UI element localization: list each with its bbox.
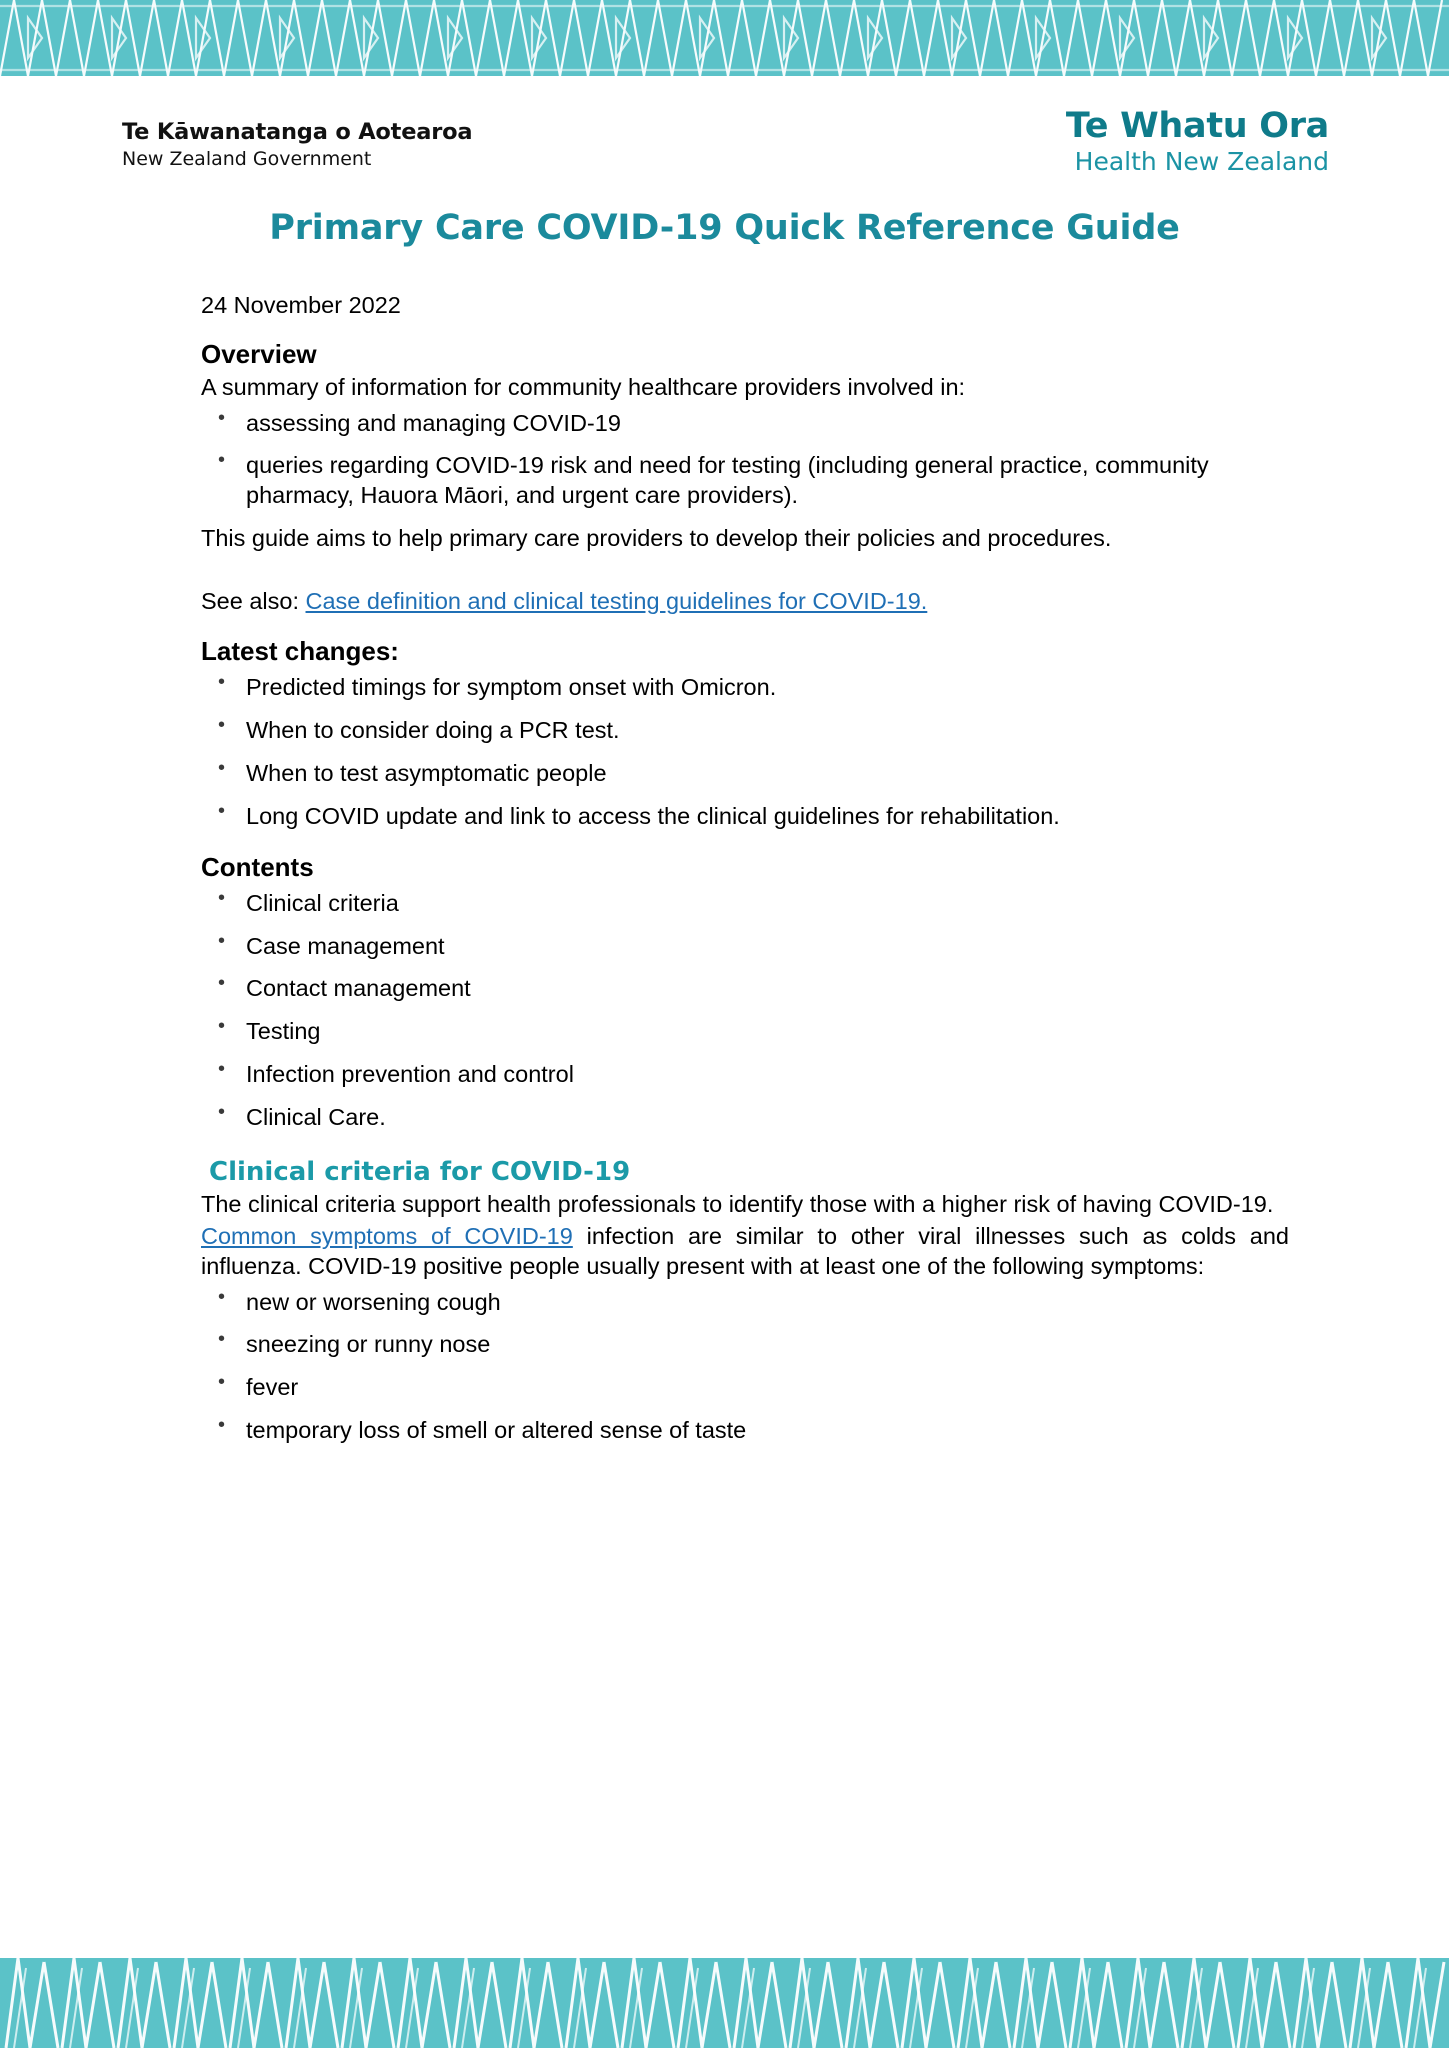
clinical-criteria-heading: Clinical criteria for COVID-19 bbox=[209, 1156, 631, 1187]
list-item: • new or worsening cough bbox=[201, 1288, 1289, 1318]
clinical-criteria-paragraph-2 bbox=[201, 1222, 1289, 1281]
top-decorative-banner bbox=[0, 0, 1449, 76]
document-body bbox=[160, 292, 1289, 1446]
list-item: • Clinical criteria bbox=[201, 889, 1289, 919]
document-page bbox=[0, 76, 1449, 1459]
list-item: • queries regarding COVID-19 risk and need for testing (including general practice, community pharmacy, Hauora Māori, and urgent care providers). bbox=[201, 451, 1289, 511]
see-also-prefix: See also: bbox=[201, 587, 306, 614]
govt-logo-line1: Te Kāwanatanga o Aotearoa bbox=[122, 119, 473, 145]
case-definition-link[interactable]: Case definition and clinical testing guidelines for COVID-19. bbox=[305, 587, 928, 614]
bottom-decorative-banner bbox=[0, 1958, 1449, 2048]
list-item: • temporary loss of smell or altered sense of taste bbox=[201, 1416, 1289, 1446]
nz-government-logo bbox=[122, 118, 472, 172]
te-whatu-ora-logo bbox=[1066, 106, 1329, 176]
brand-logo-line1: Te Whatu Ora bbox=[1065, 106, 1329, 146]
document-date: 24 November 2022 bbox=[201, 292, 401, 318]
common-symptoms-link[interactable]: Common symptoms of COVID-19 bbox=[201, 1223, 573, 1250]
list-item: • Testing bbox=[201, 1017, 1289, 1047]
overview-heading: Overview bbox=[201, 339, 317, 369]
overview-closing: This guide aims to help primary care providers to develop their policies and procedures. bbox=[201, 525, 1112, 552]
govt-logo-line2: New Zealand Government bbox=[122, 148, 372, 171]
spacer bbox=[201, 554, 1289, 584]
clinical-criteria-paragraph-1: The clinical criteria support health professionals to identify those with a higher risk of having COVID-19. bbox=[201, 1190, 1274, 1217]
list-item: • When to consider doing a PCR test. bbox=[201, 716, 1289, 746]
list-item: • fever bbox=[201, 1373, 1289, 1403]
symptoms-list bbox=[201, 1288, 1289, 1446]
brand-logo-line2: Health New Zealand bbox=[1074, 147, 1329, 176]
contents-list bbox=[201, 889, 1289, 1133]
list-item: • Contact management bbox=[201, 974, 1289, 1004]
list-item: • Long COVID update and link to access the clinical guidelines for rehabilitation. bbox=[201, 802, 1289, 832]
list-item: • When to test asymptomatic people bbox=[201, 759, 1289, 789]
list-item: • Case management bbox=[201, 932, 1289, 962]
latest-changes-list bbox=[201, 673, 1289, 831]
overview-bullet-list bbox=[201, 409, 1289, 512]
latest-changes-heading: Latest changes: bbox=[201, 636, 399, 667]
contents-heading: Contents bbox=[201, 851, 314, 882]
overview-intro: A summary of information for community healthcare providers involved in: bbox=[201, 374, 966, 400]
logo-row bbox=[0, 102, 1449, 198]
list-item: • Clinical Care. bbox=[201, 1103, 1289, 1133]
list-item: • assessing and managing COVID-19 bbox=[201, 409, 1289, 439]
list-item: • Predicted timings for symptom onset with Omicron. bbox=[201, 673, 1289, 703]
see-also-line bbox=[201, 587, 1289, 617]
list-item: • Infection prevention and control bbox=[201, 1060, 1289, 1090]
list-item: • sneezing or runny nose bbox=[201, 1330, 1289, 1360]
page-title: Primary Care COVID-19 Quick Reference Guide bbox=[269, 208, 1180, 248]
clinical-criteria-paragraph-2-rest: infection are similar to other viral illnesses such as colds and influenza. COVID-19 positive people usually present with at least one of the following symptoms: bbox=[201, 1223, 1289, 1280]
